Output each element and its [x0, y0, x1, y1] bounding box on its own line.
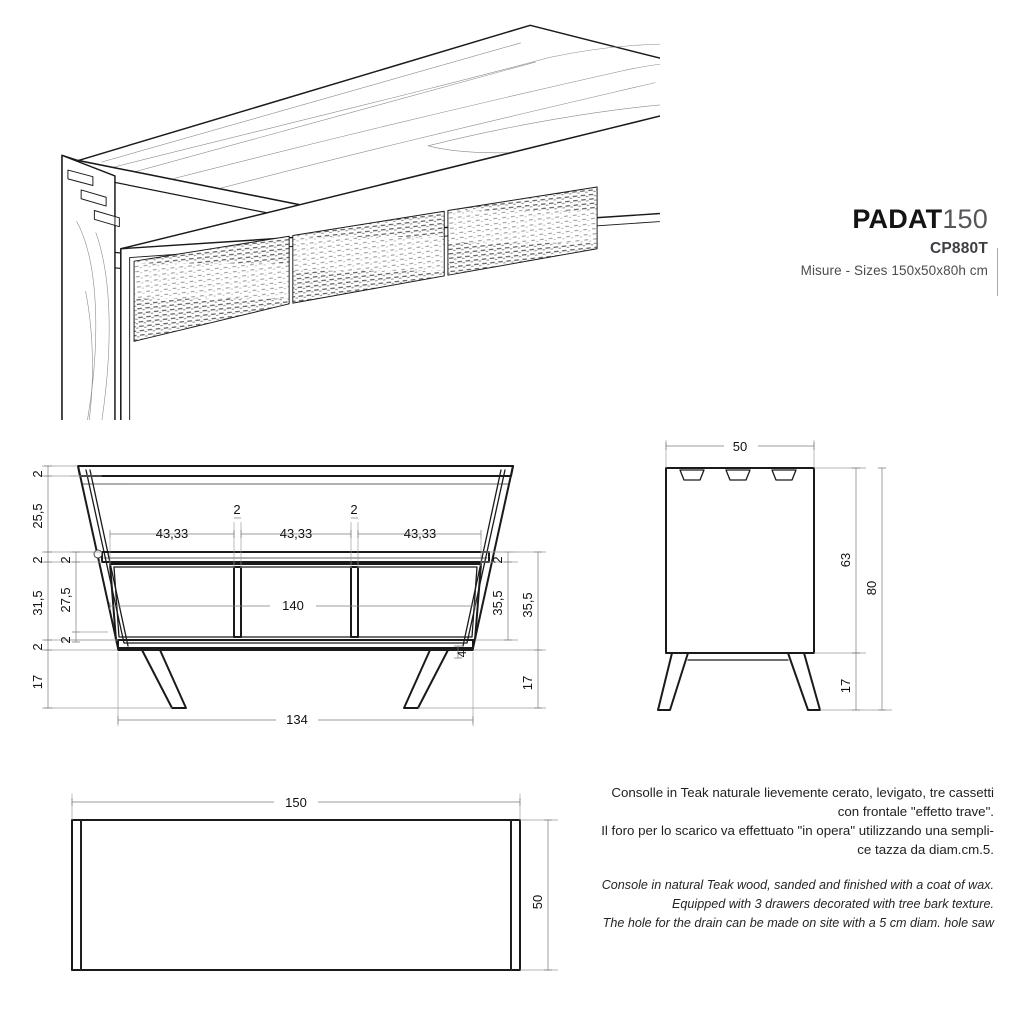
description-english	[544, 876, 994, 933]
dim-side-80: 80	[864, 580, 879, 596]
description-it-line-3: Il foro per lo scarico va effettuato "in opera" utilizzando una sempli-	[601, 822, 994, 838]
dim-left-2-base: 2	[30, 643, 45, 651]
side-legs	[658, 653, 820, 710]
model-name-bold: PADAT	[852, 204, 943, 234]
dim-left-2-top: 2	[30, 470, 45, 478]
dim-side-63: 63	[838, 552, 853, 568]
dim-plan-150: 150	[285, 795, 307, 810]
left-side-panel	[62, 155, 119, 420]
dim-left-25-5: 25,5	[30, 503, 45, 529]
dim-4: 4	[455, 650, 469, 658]
side-elevation-view	[630, 420, 910, 720]
dim-left-31-5: 31,5	[30, 590, 45, 616]
dim-inner-2-bottom: 2	[58, 636, 73, 644]
front-elevation-view	[18, 440, 578, 740]
dim-43-33-c: 43,33	[403, 526, 437, 541]
description-it-line-1: Consolle in Teak naturale lievemente cerato, levigato, tre cassetti	[611, 785, 994, 800]
dim-left-2-mid: 2	[30, 556, 45, 564]
drawer-notches	[680, 470, 796, 480]
perspective-view	[40, 20, 660, 420]
front-body	[78, 466, 513, 650]
dim-inner-27-5: 27,5	[58, 587, 73, 613]
dim-43-33-b: 43,33	[279, 526, 313, 541]
description-it-line-2: con frontale "effetto trave".	[837, 803, 994, 819]
dim-right-35-5-outer: 35,5	[520, 592, 535, 618]
dim-43-33-a: 43,33	[155, 526, 189, 541]
description-italian	[544, 784, 994, 860]
side-body	[658, 468, 820, 710]
dim-side-50: 50	[732, 439, 748, 454]
dim-side-17: 17	[838, 678, 853, 694]
model-name-number: 150	[942, 204, 988, 234]
product-code: CP880T	[929, 240, 988, 258]
dim-plan-50: 50	[530, 894, 545, 910]
dim-140: 140	[282, 598, 304, 613]
product-sizes: Misure - Sizes 150x50x80h cm	[800, 263, 988, 279]
description-it-line-4: ce tazza da diam.cm.5.	[857, 841, 994, 857]
dim-right-17: 17	[520, 675, 535, 691]
plan-view	[30, 780, 590, 980]
model-name	[688, 205, 988, 233]
title-block	[688, 205, 988, 278]
dim-2-divider-b: 2	[350, 502, 358, 517]
dim-right-2: 2	[490, 556, 505, 564]
dim-inner-2-top: 2	[58, 556, 73, 564]
description-en-line-3: The hole for the drain can be made on site with a 5 cm diam. hole saw	[602, 915, 994, 930]
description-en-line-1: Console in natural Teak wood, sanded and finished with a coat of wax.	[601, 878, 994, 892]
plan-body	[72, 820, 520, 970]
dim-2-divider-a: 2	[233, 502, 241, 517]
front-legs	[142, 650, 448, 708]
dim-left-17: 17	[30, 674, 45, 690]
dim-134: 134	[286, 712, 308, 727]
dim-right-35-5-inner: 35,5	[490, 590, 505, 616]
description-en-line-2: Equipped with 3 drawers decorated with tree bark texture.	[671, 896, 994, 911]
title-block-divider	[997, 248, 998, 296]
